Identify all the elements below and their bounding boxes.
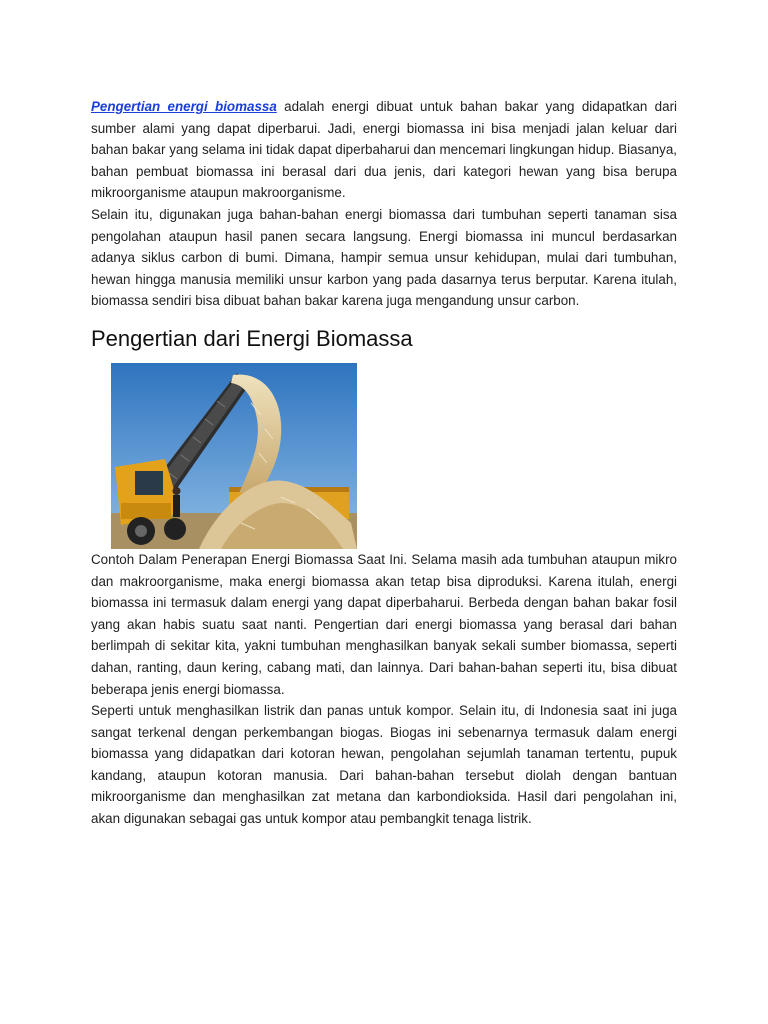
section-heading: Pengertian dari Energi Biomassa xyxy=(91,325,413,351)
intro-text: adalah energi dibuat untuk bahan bakar yang didapatkan dari sumber alami yang dapat diperbarui. Jadi, energi biomassa ini bisa menjadi jalan keluar dari bahan bakar yang selama ini tidak dapat diperbaharui dan mencemari lingkungan hidup. Biasanya, bahan pembuat biomassa ini berasal dari dua jenis, dari kategori hewan yang bisa berupa mikroorganisme ataupun makroorganisme. xyxy=(91,99,677,201)
paragraph-4: Seperti untuk menghasilkan listrik dan panas untuk kompor. Selain itu, di Indonesia saat ini juga sangat terkenal dengan perkembangan biogas. Biogas ini sebenarnya termasuk dalam energi biomassa yang didapatkan dari kotoran hewan, pengolahan sejumlah tanaman tertentu, pupuk kandang, ataupun kotoran manusia. Dari bahan-bahan tersebut diolah dengan bantuan mikroorganisme dan menghasilkan zat metana dan karbondioksida. Hasil dari pengolahan ini, akan digunakan sebagai gas untuk kompor atau pembangkit tenaga listrik. xyxy=(91,703,677,827)
paragraph-2: Selain itu, digunakan juga bahan-bahan energi biomassa dari tumbuhan seperti tanaman sisa pengolahan ataupun hasil panen secara langsung. Energi biomassa ini muncul berdasarkan adanya siklus carbon di bumi. Dimana, hampir semua unsur kehidupan, mulai dari tumbuhan, hewan hingga manusia memiliki unsur karbon yang pada dasarnya terus berputar. Karena itulah, biomassa sendiri bisa dibuat bahan bakar karena juga mengandung unsur carbon. xyxy=(91,206,677,309)
intro-paragraph xyxy=(91,96,677,204)
intro-link[interactable]: Pengertian energi biomassa xyxy=(91,99,277,114)
worker xyxy=(173,495,180,517)
biomass-photo xyxy=(111,363,357,549)
paragraph-3: Contoh Dalam Penerapan Energi Biomassa Saat Ini. Selama masih ada tumbuhan ataupun mikro dan makroorganisme, maka energi biomassa akan tetap bisa diproduksi. Karena itulah, energi biomassa ini termasuk dalam energi yang dapat diperbaharui. Berbeda dengan bahan bakar fosil yang akan habis suatu saat nanti. Pengertian dari energi biomassa yang berasal dari bahan berlimpah di sekitar kita, yakni tumbuhan menghasilkan banyak sekali sumber biomassa, seperti dahan, ranting, daun kering, cabang mati, dan lainnya. Dari bahan-bahan seperti itu, bisa dibuat beberapa jenis energi biomassa. xyxy=(91,551,677,697)
article xyxy=(91,96,677,830)
